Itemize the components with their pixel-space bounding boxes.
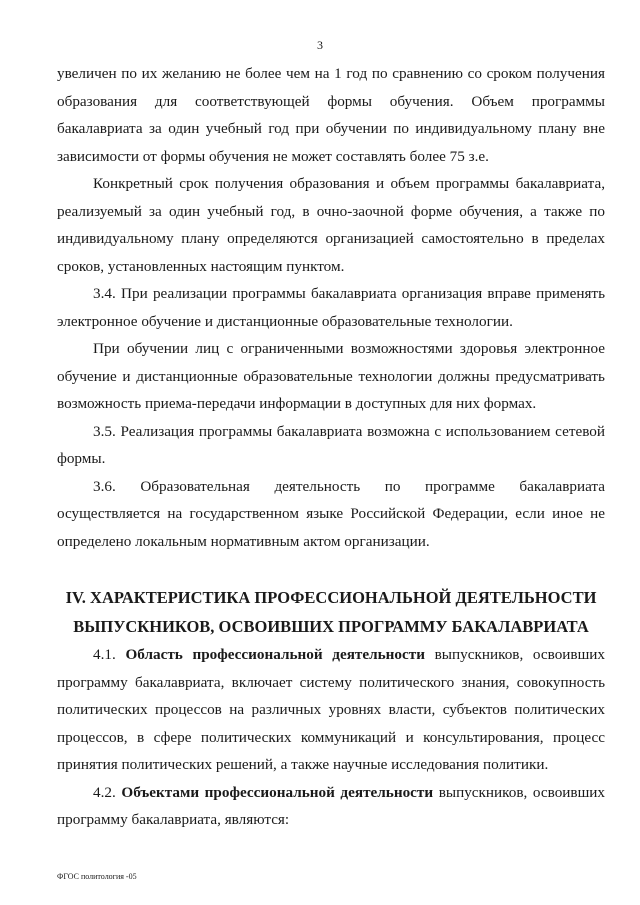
page-number: 3 [317,38,323,52]
item-4-2-number: 4.2. [93,783,116,801]
section-heading [57,583,605,641]
section-heading-line-2: ВЫПУСКНИКОВ, ОСВОИВШИХ ПРОГРАММУ БАКАЛАВРИАТА [73,617,589,636]
item-4-2-term: Объектами профессиональной деятельности [121,783,434,801]
item-4-1-text: выпускников, освоивших программу бакалавриата, включает систему политического знания, совокупность политических процессов на различных уровнях власти, субъектов политических процессов, в сфере политических коммуникаций и консультирования, процесс принятия политических решений, а также научные исследования политики. [57,646,606,773]
item-4-2-text: выпускников, освоивших программу бакалавриата, являются: [57,783,606,828]
paragraph-4-1 [57,641,605,779]
item-4-1-number: 4.1. [93,646,116,663]
paragraph-4-2 [57,779,605,834]
item-4-1-term: Область профессиональной деятельности [125,646,425,663]
paragraph-3-6: 3.6. Образовательная деятельность по программе бакалавриата осуществляется на государственном языке Российской Федерации, если иное не определено локальным нормативным актом организации. [57,477,605,550]
paragraph-3-4: 3.4. При реализации программы бакалавриата организация вправе применять электронное обучение и дистанционные образовательные технологии. [57,285,605,330]
paragraph-continuation: увеличен по их желанию не более чем на 1 год по сравнению со сроком получения образования для соответствующей формы обучения. Объем программы бакалавриата за один учебный год при обучении по индивидуальному плану вне зависимости от формы обучения не может составлять более 75 з.е. [57,65,605,165]
paragraph-3-5: 3.5. Реализация программы бакалавриата возможна с использованием сетевой формы. [57,422,605,467]
document-body [57,60,605,834]
section-heading-line-1: IV. ХАРАКТЕРИСТИКА ПРОФЕССИОНАЛЬНОЙ ДЕЯТЕЛЬНОСТИ [65,588,597,607]
footer-label: ФГОС политология -05 [57,872,137,881]
paragraph-disabilities: При обучении лиц с ограниченными возможностями здоровья электронное обучение и дистанционные образовательные технологии должны предусматривать возможность приема-передачи информации в доступных для них формах. [57,340,605,412]
paragraph-term: Конкретный срок получения образования и объем программы бакалавриата, реализуемый за один учебный год, в очно-заочной форме обучения, а также по индивидуальному плану определяются организацией самостоятельно в пределах сроков, установленных настоящим пунктом. [57,175,605,275]
